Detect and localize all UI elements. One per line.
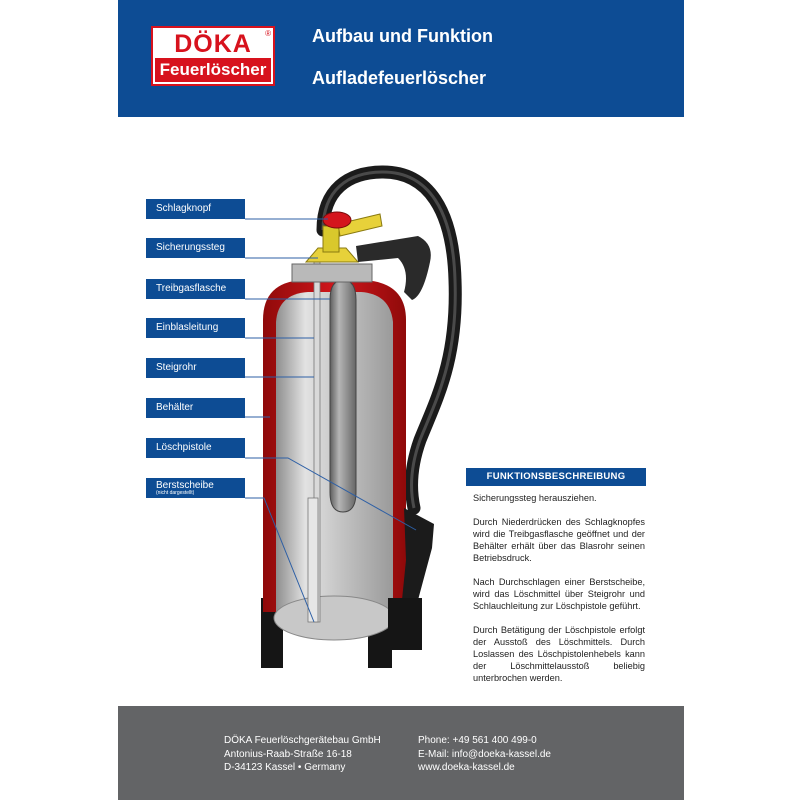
nozzle-gun <box>402 508 434 600</box>
function-step-1: Sicherungssteg herausziehen. <box>473 493 597 503</box>
logo-registered-mark: ® <box>265 29 271 38</box>
strike-knob <box>323 212 351 228</box>
function-heading: FUNKTIONSBESCHREIBUNG <box>466 468 646 486</box>
label-loeschpistole: Löschpistole <box>146 438 245 458</box>
footer-address <box>224 734 381 775</box>
footer-street: Antonius-Raab-Straße 16-18 <box>224 748 352 760</box>
valve-stem <box>323 226 339 252</box>
label-berstscheibe <box>146 478 245 498</box>
logo-subtitle: Feuerlöscher <box>155 58 271 82</box>
label-sicherungssteg: Sicherungssteg <box>146 238 245 258</box>
function-step-4: Durch Betätigung der Löschpistole erfolgt der Ausstoß des Löschmittels. Durch Loslassen des Löschpistolenhebels kann der Löschmittelausstoß beliebig unterbrochen werden. <box>473 625 645 683</box>
footer-email[interactable]: E-Mail: info@doeka-kassel.de <box>418 748 551 760</box>
footer-phone: Phone: +49 561 400 499-0 <box>418 735 537 746</box>
logo-brand-name: DÖKA <box>174 30 252 58</box>
label-berstscheibe-note: (nicht dargestellt) <box>156 490 195 496</box>
riser-lower <box>308 498 318 622</box>
label-steigrohr: Steigrohr <box>146 358 245 378</box>
footer-bar <box>118 706 684 800</box>
page-title: Aufbau und Funktion <box>312 26 493 46</box>
function-step-2: Durch Niederdrücken des Schlagknopfes wird die Treibgasflasche geöffnet und der Behälter erhält über das Blasrohr seinen Betriebsdruck. <box>473 517 645 563</box>
datasheet-page <box>118 0 684 800</box>
valve-ring <box>292 264 372 282</box>
footer-company: DÖKA Feuerlöschgerätebau GmbH <box>224 735 381 746</box>
label-treibgasflasche: Treibgasflasche <box>146 279 245 299</box>
label-berstscheibe-text: Berstscheibe <box>156 480 214 491</box>
page-subtitle: Aufladefeuerlöscher <box>312 68 487 88</box>
gun-holder <box>388 598 422 650</box>
label-einblasleitung: Einblasleitung <box>146 318 245 338</box>
footer-city: D-34123 Kassel • Germany <box>224 762 346 773</box>
label-schlagknopf: Schlagknopf <box>146 199 245 219</box>
function-step-3: Nach Durchschlagen einer Berstscheibe, wird das Löschmittel über Steigrohr und Schlauchleitung zur Löschpistole geführt. <box>473 577 645 611</box>
label-behaelter: Behälter <box>146 398 245 418</box>
footer-contact <box>418 734 551 775</box>
tank-bottom <box>274 596 394 640</box>
function-description <box>473 492 645 696</box>
footer-website[interactable]: www.doeka-kassel.de <box>418 762 515 773</box>
gas-cartridge <box>330 280 356 512</box>
